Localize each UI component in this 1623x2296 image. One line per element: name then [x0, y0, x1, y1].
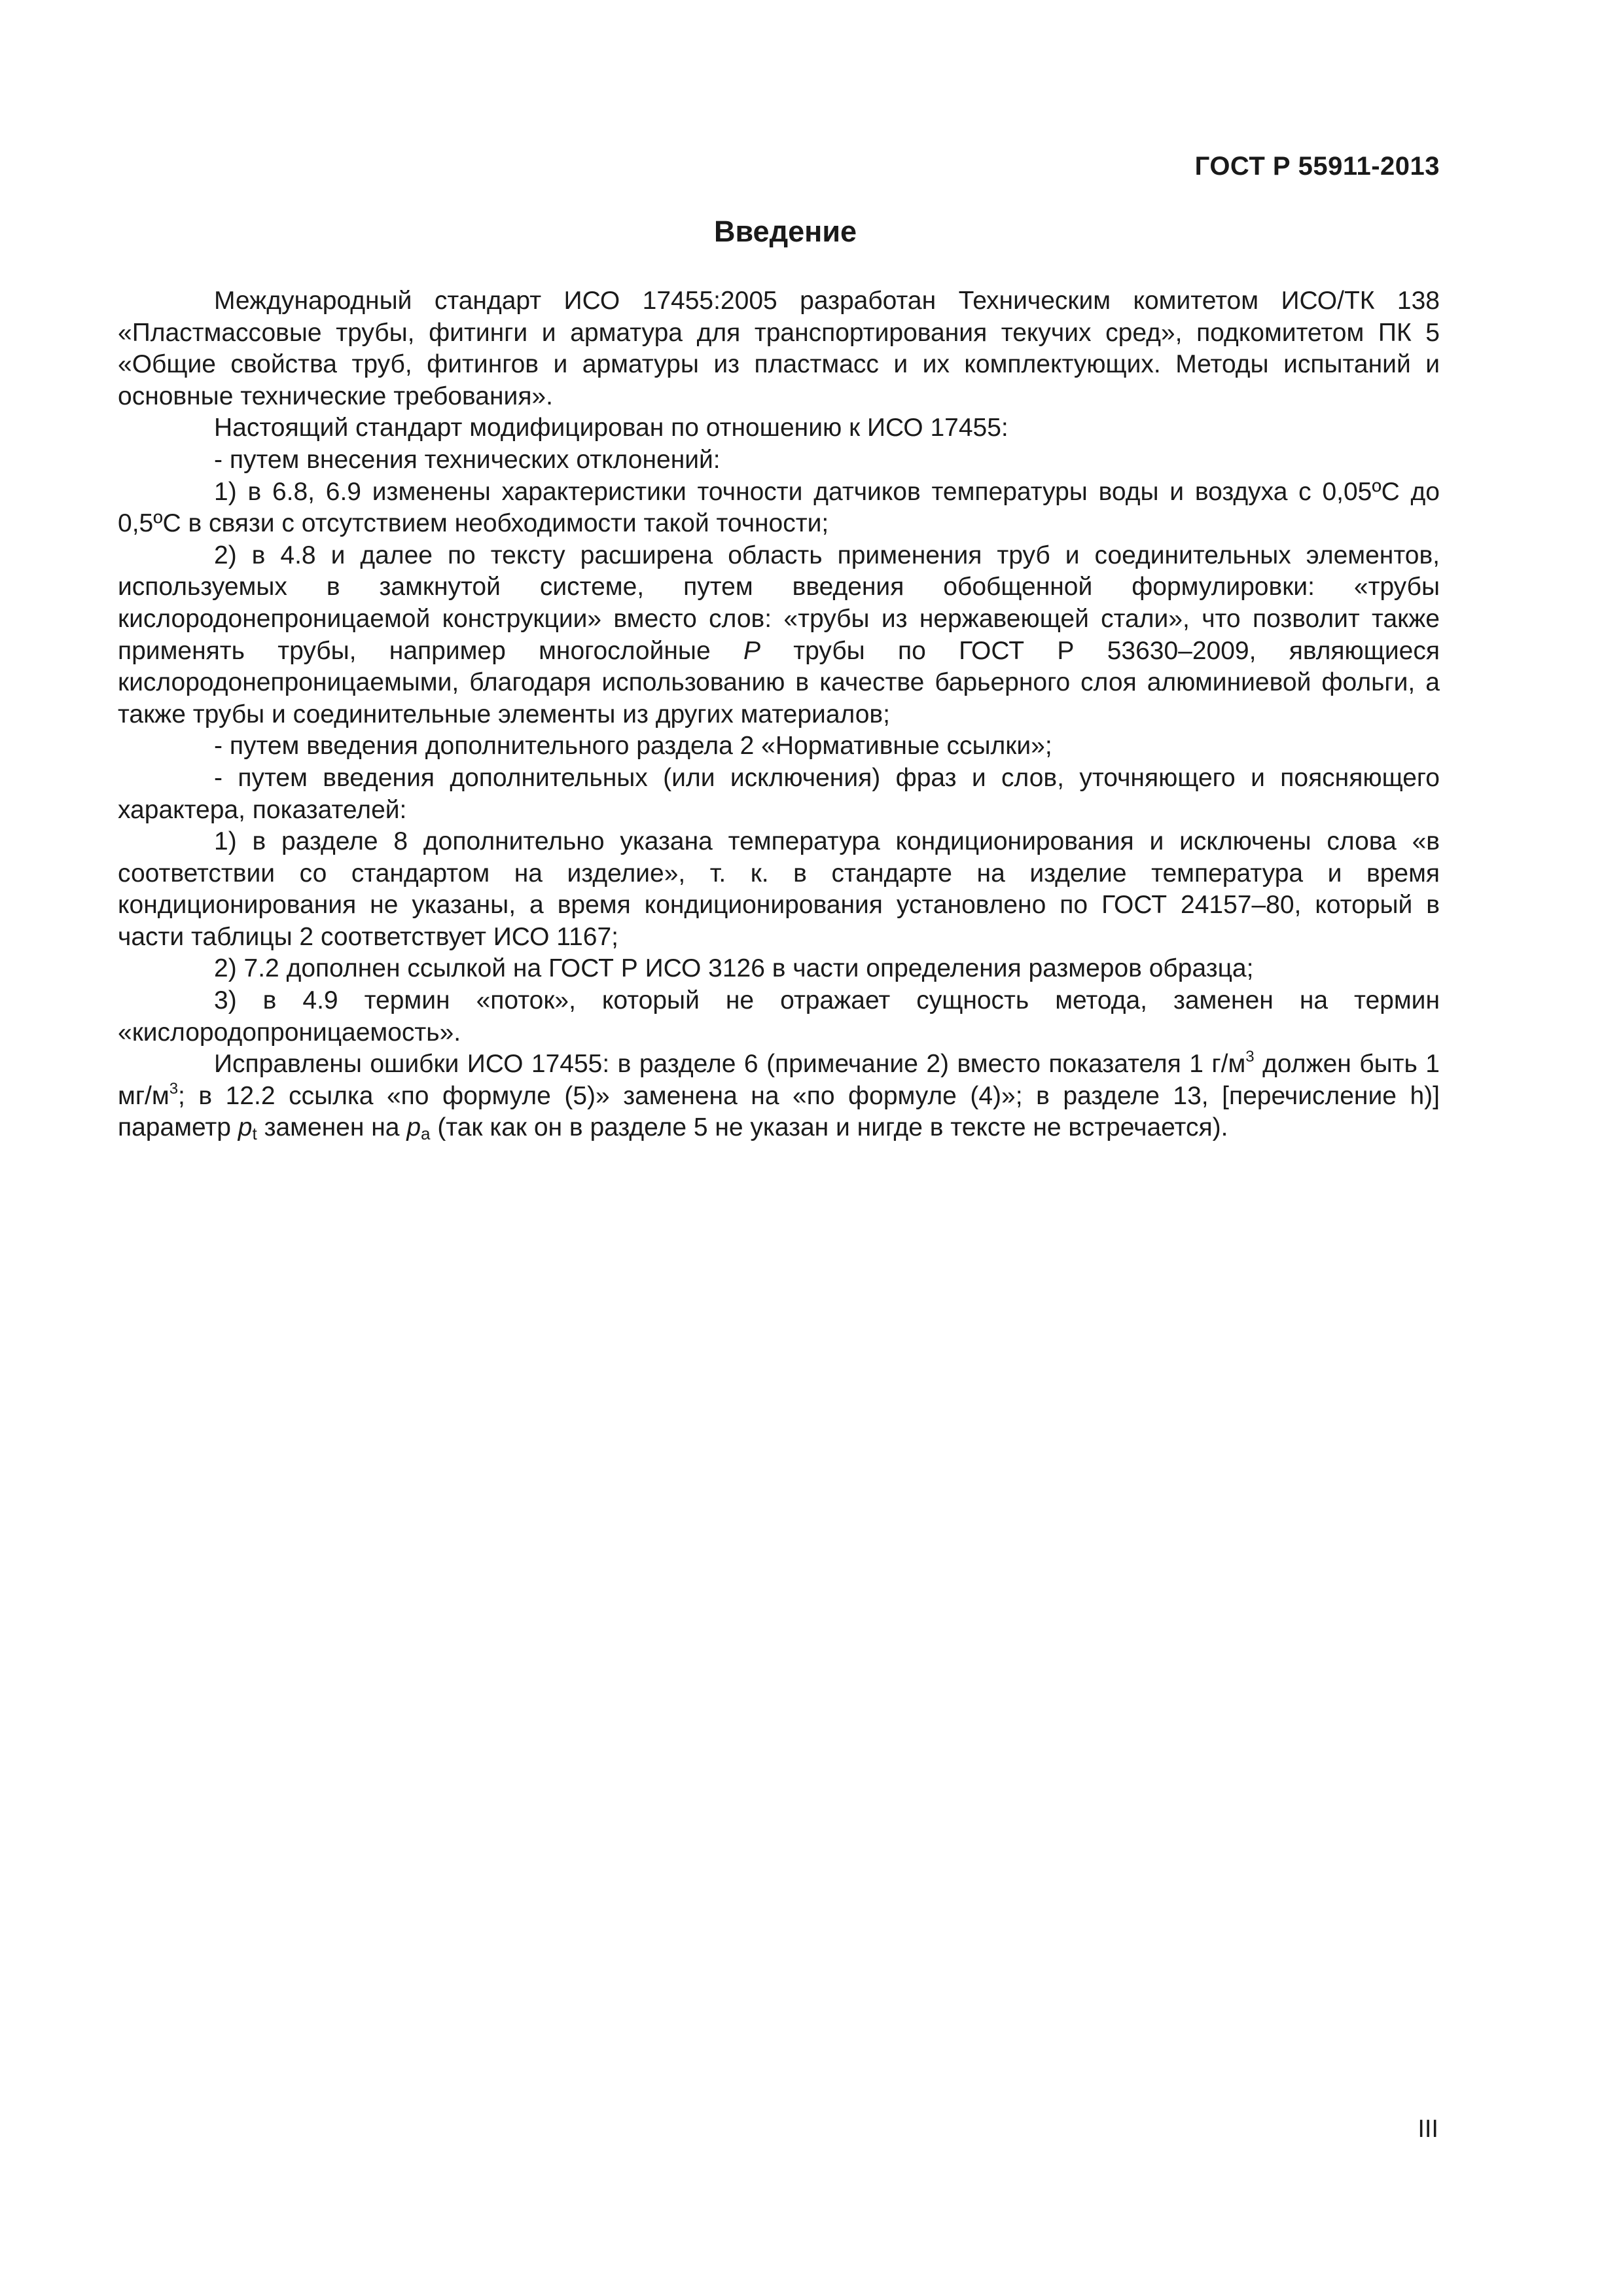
list-item-normative-refs: - путем введения дополнительного раздела 2 «Нормативные ссылки»;	[214, 732, 1052, 761]
list-item-additions: - путем введения дополнительных (или исключения) фраз и слов, уточняющего и поясняющего характера, показателей:	[118, 763, 1440, 824]
errata-text-c: ; в 12.2 ссылка «по формуле (5)» заменена на «по формуле (4)»; в разделе 13, [перечисление h)] параметр	[118, 1081, 1440, 1142]
errata-text-d: заменен на	[257, 1113, 407, 1142]
list-item-sensor-accuracy: 1) в 6.8, 6.9 изменены характеристики точности датчиков температуры воды и воздуха с 0,05ºС до 0,5ºС в связи с отсутствием необходимости такой точности;	[118, 477, 1440, 538]
document-code: ГОСТ Р 55911-2013	[1194, 152, 1440, 181]
pipe-type-letter: Р	[743, 636, 760, 665]
paragraph-modification: Настоящий стандарт модифицирован по отношению к ИСО 17455:	[214, 414, 1008, 442]
errata-param-1: p	[238, 1113, 253, 1142]
errata-param-1-subscript: t	[252, 1124, 257, 1144]
errata-param-2: p	[406, 1113, 421, 1142]
list-item-sample-size: 2) 7.2 дополнен ссылкой на ГОСТ Р ИСО 3126 в части определения размеров образца;	[214, 954, 1254, 983]
pipe-scope-text-a: 2) в 4.8 и далее по тексту расширена область применения труб и соединительных элементов, используемых в замкнутой системе, путем введения обобщенной формулировки: «трубы кислородонепроницаемой конструкции» вместо слов: «трубы из нержавеющей стали», что позволит также применять трубы, например многослойные	[118, 541, 1440, 665]
paragraph-intro: Международный стандарт ИСО 17455:2005 разработан Техническим комитетом ИСО/ТК 138 «Пластмассовые трубы, фитинги и арматура для транспортирования текучих сред», подкомитетом ПК 5 «Общие свойства труб, фитингов и арматуры из пластмасс и их комплектующих. Методы испытаний и основные технические требования».	[118, 287, 1440, 410]
list-item-term-change: 3) в 4.9 термин «поток», который не отражает сущность метода, заменен на термин «кислородопроницаемость».	[118, 986, 1440, 1047]
page-number: III	[1418, 2115, 1438, 2143]
list-item-deviations: - путем внесения технических отклонений:	[214, 445, 721, 474]
list-item-pipe-scope	[118, 540, 1440, 731]
errata-param-2-subscript: a	[421, 1124, 431, 1144]
pipe-scope-text-b: трубы по ГОСТ Р 53630–2009, являющиеся кислородонепроницаемыми, благодаря использованию в качестве барьерного слоя алюминиевой фольги, а также трубы и соединительные элементы из других материалов;	[118, 636, 1440, 728]
list-item-conditioning: 1) в разделе 8 дополнительно указана температура кондиционирования и исключены слова «в соответствии со стандартом на изделие», т. к. в стандарте на изделие температура и время кондиционирования не указаны, а время кондиционирования установлено по ГОСТ 24157–80, который в части таблицы 2 соответствует ИСО 1167;	[118, 827, 1440, 951]
errata-superscript-1: 3	[1245, 1048, 1255, 1066]
section-title: Введение	[713, 215, 857, 248]
section-body	[118, 285, 1440, 1144]
errata-text-a: Исправлены ошибки ИСО 17455: в разделе 6 (примечание 2) вместо показателя 1 г/м	[214, 1050, 1246, 1079]
errata-superscript-2: 3	[169, 1079, 179, 1098]
errata-text-b: должен быть 1 мг/м	[118, 1050, 1440, 1110]
errata-text-e: (так как он в разделе 5 не указан и нигде в тексте не встречается).	[430, 1113, 1228, 1142]
paragraph-errata	[118, 1049, 1440, 1144]
